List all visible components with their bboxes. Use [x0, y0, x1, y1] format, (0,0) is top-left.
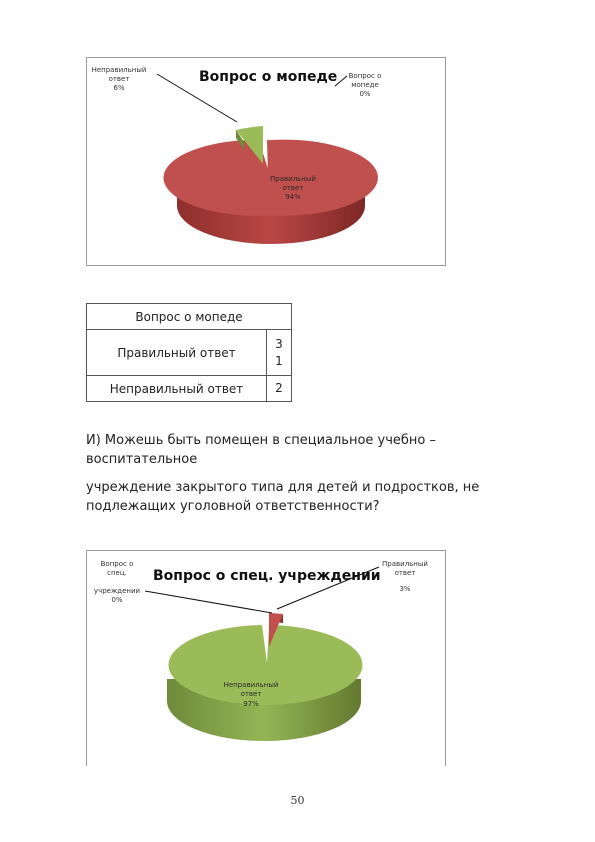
label-right-line1: Правильный — [382, 560, 428, 568]
page-number: 50 — [290, 794, 305, 807]
table-row — [87, 376, 292, 402]
chart-moped — [86, 57, 446, 266]
table-value-line1: 3 — [275, 336, 283, 351]
table-value-line2: 1 — [275, 353, 283, 368]
leader-line-q — [145, 591, 272, 613]
table-cell-value — [267, 330, 292, 376]
chart-moped-pie — [163, 126, 377, 244]
label-q-pct: 0% — [111, 596, 123, 604]
table-header: Вопрос о мопеде — [87, 304, 292, 330]
table-cell-label: Правильный ответ — [87, 330, 267, 376]
label-wrong-line1: Неправильный — [91, 66, 147, 74]
label-wrong-line2: ответ — [240, 690, 262, 698]
question-paragraph-2: учреждение закрытого типа для детей и подростков, не подлежащих уголовной ответственности? — [86, 480, 480, 514]
label-wrong-line2: ответ — [108, 75, 130, 83]
label-right-pct: 94% — [285, 193, 301, 201]
chart-special-institution — [86, 550, 446, 766]
question-paragraph-1: И) Можешь быть помещен в специальное учебно – воспитательное — [86, 433, 437, 467]
label-q-line2: мопеде — [351, 81, 379, 89]
moped-results-table — [86, 303, 292, 402]
label-right-pct: 3% — [399, 585, 411, 593]
chart-moped-svg — [87, 58, 445, 265]
label-right-line2: ответ — [394, 569, 416, 577]
label-q-line1: Вопрос о — [100, 560, 134, 568]
label-wrong-pct: 6% — [113, 84, 125, 92]
table-cell-value: 2 — [267, 376, 292, 402]
chart-special-title: Вопрос о спец. учреждении — [153, 568, 381, 584]
table-row — [87, 330, 292, 376]
label-wrong-pct: 97% — [243, 700, 259, 708]
label-wrong-line1: Неправильный — [223, 681, 279, 689]
chart-special-institution-svg — [87, 551, 445, 766]
label-right-line2: ответ — [282, 184, 304, 192]
chart-special-pie — [167, 613, 363, 741]
label-q-line2: спец. — [107, 569, 127, 577]
slice-wrong-answer — [169, 625, 363, 705]
table-cell-label: Неправильный ответ — [87, 376, 267, 402]
label-q-line1: Вопрос о — [348, 72, 382, 80]
label-q-pct: 0% — [359, 90, 371, 98]
label-right-line1: Правильный — [270, 175, 316, 183]
chart-moped-title: Вопрос о мопеде — [199, 69, 338, 85]
label-q-line3: учреждении — [93, 587, 141, 595]
